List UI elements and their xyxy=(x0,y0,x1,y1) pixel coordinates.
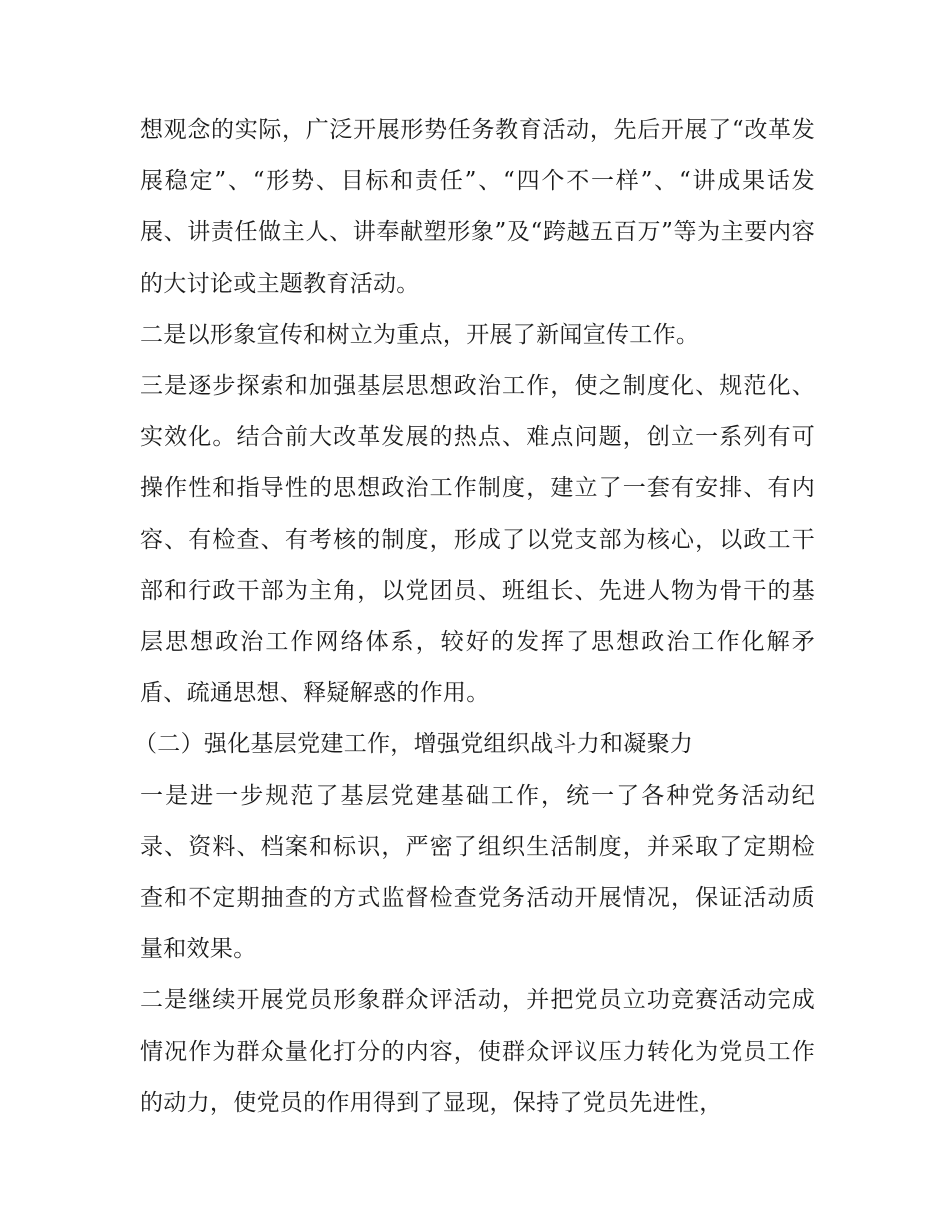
document-body xyxy=(134,105,815,1129)
paragraph-member-evaluation: 二是继续开展党员形象群众评活动，并把党员立功竞赛活动完成情况作为群众量化打分的内容，使群众评议压力转化为党员工作的动力，使党员的作用得到了显现，保持了党员先进性， xyxy=(140,987,815,1116)
paragraph-party-building: 一是进一步规范了基层党建基础工作，统一了各种党务活动纪录、资料、档案和标识，严密了组织生活制度，并采取了定期检查和不定期抽查的方式监督检查党务活动开展情况，保证活动质量和效果。 xyxy=(140,782,815,963)
paragraph-publicity-work: 二是以形象宣传和树立为重点，开展了新闻宣传工作。 xyxy=(140,321,700,348)
paragraph-education-activities: 想观念的实际，广泛开展形势任务教育活动，先后开展了“改革发展稳定”、“形势、目标和责任”、“四个不一样”、“讲成果话发展、讲责任做主人、讲奉献塑形象”及“跨越五百万”等为主要内容的大讨论或主题教育活动。 xyxy=(140,117,815,297)
section-heading: （二）强化基层党建工作，增强党组织战斗力和凝聚力 xyxy=(134,731,694,758)
paragraph-political-work: 三是逐步探索和加强基层思想政治工作，使之制度化、规范化、实效化。结合前大改革发展的热点、难点问题，创立一系列有可操作性和指导性的思想政治工作制度，建立了一套有安排、有内容、有检查、有考核的制度，形成了以党支部为核心，以政工干部和行政干部为主角，以党团员、班组长、先进人物为骨干的基层思想政治工作网络体系，较好的发挥了思想政治工作化解矛盾、疏通思想、释疑解惑的作用。 xyxy=(140,373,815,707)
